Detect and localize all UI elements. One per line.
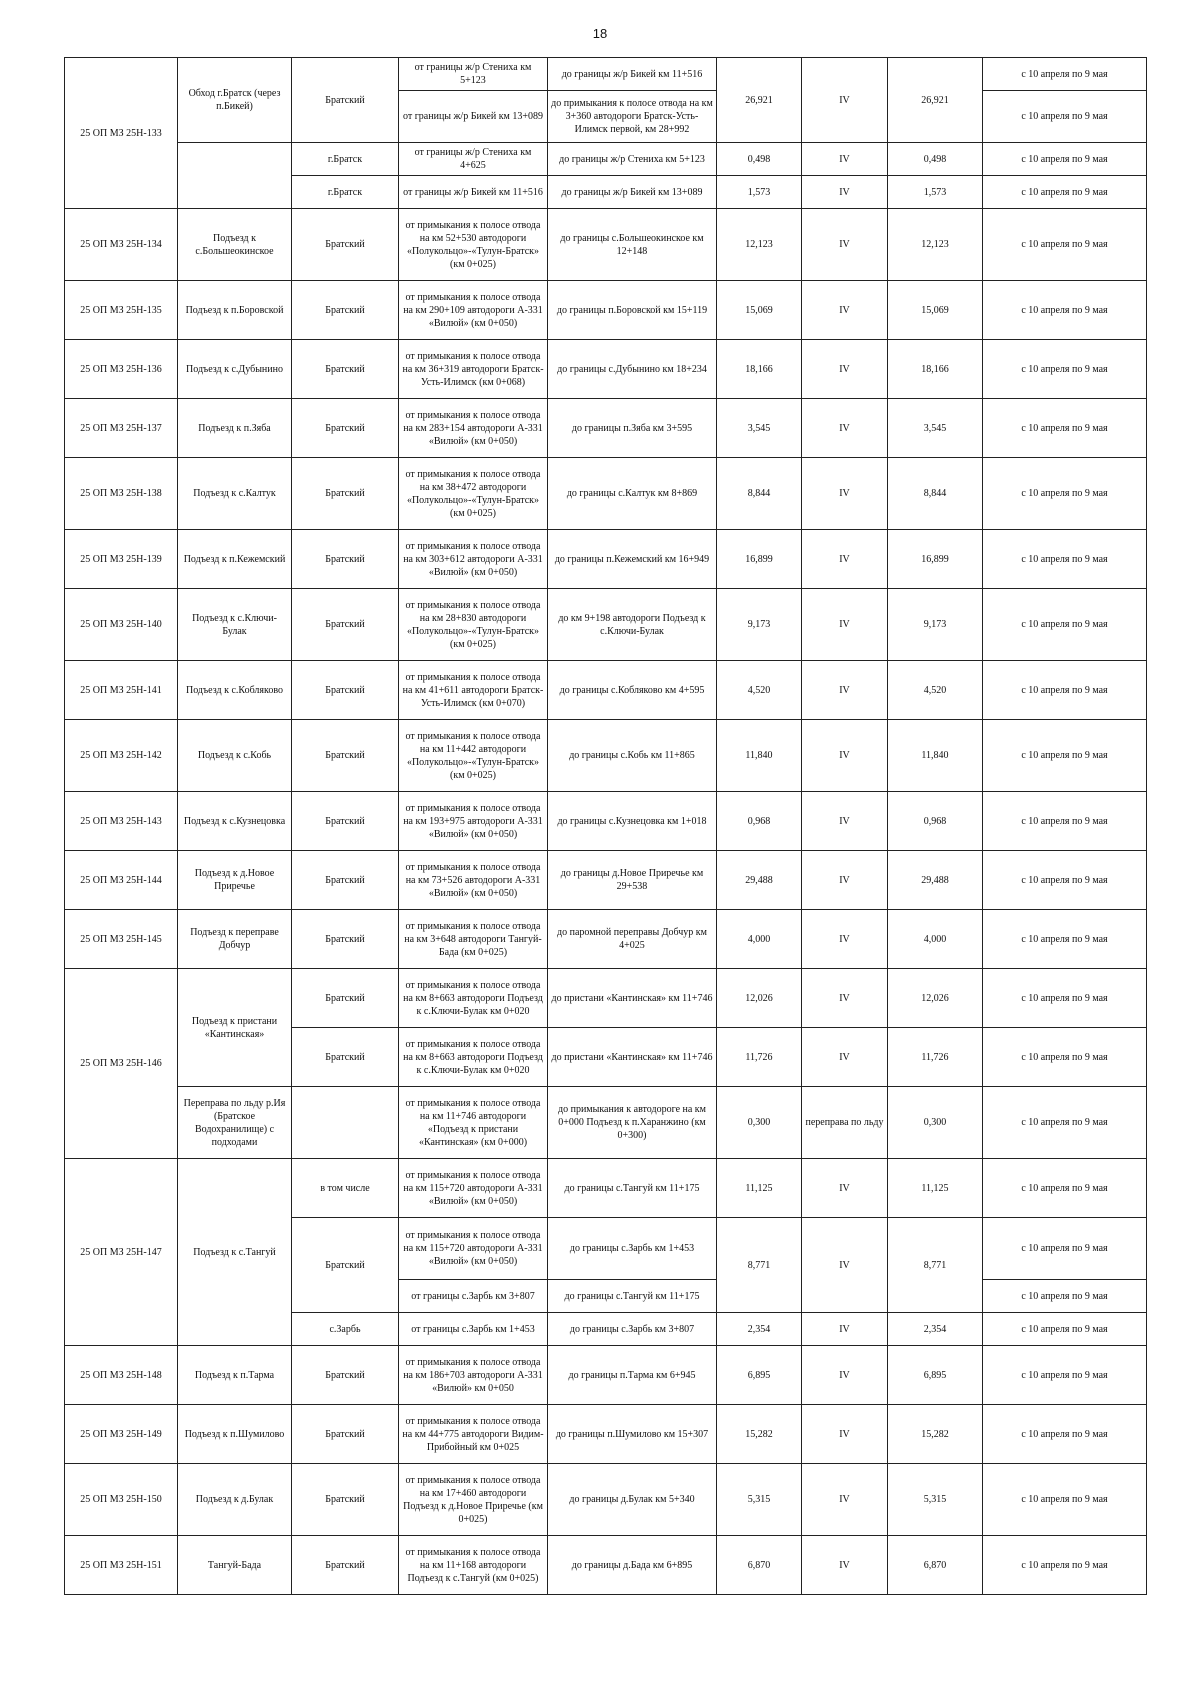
road-name-cell [178,143,292,209]
district-cell: Братский [292,530,399,589]
length-cell: 1,573 [717,176,802,209]
length-cell: 29,488 [717,851,802,910]
road-id-cell: 25 ОП МЗ 25Н-133 [65,58,178,209]
road-name-cell: Подъезд к с.Дубынино [178,340,292,399]
table-row [65,720,1147,792]
district-cell: Братский [292,1536,399,1595]
period-cell: с 10 апреля по 9 мая [983,851,1147,910]
length-cell: 0,968 [717,792,802,851]
period-cell: с 10 апреля по 9 мая [983,1346,1147,1405]
district-cell: г.Братск [292,143,399,176]
period-cell: с 10 апреля по 9 мая [983,399,1147,458]
restricted-length-cell: 12,123 [888,209,983,281]
end-cell: до границы п.Шумилово км 15+307 [548,1405,717,1464]
category-cell: IV [802,1464,888,1536]
page-number: 18 [592,26,608,41]
district-cell: в том числе [292,1159,399,1218]
table-row [65,851,1147,910]
period-cell: с 10 апреля по 9 мая [983,1159,1147,1218]
category-cell: IV [802,1159,888,1218]
table-row [65,281,1147,340]
period-cell: с 10 апреля по 9 мая [983,720,1147,792]
end-cell: до границы ж/р Бикей км 11+516 [548,58,717,91]
category-cell: переправа по льду [802,1087,888,1159]
table-row [65,792,1147,851]
start-cell: от примыкания к полосе отвода на км 115+720 автодороги А-331 «Вилюй» (км 0+050) [399,1159,548,1218]
start-cell: от примыкания к полосе отвода на км 303+612 автодороги А-331 «Вилюй» (км 0+050) [399,530,548,589]
end-cell: до границы ж/р Стениха км 5+123 [548,143,717,176]
period-cell: с 10 апреля по 9 мая [983,458,1147,530]
road-id-cell: 25 ОП МЗ 25Н-150 [65,1464,178,1536]
restricted-length-cell: 4,520 [888,661,983,720]
start-cell: от примыкания к полосе отвода на км 38+472 автодороги «Полукольцо»-«Тулун-Братск» (км 0+025) [399,458,548,530]
restricted-length-cell: 4,000 [888,910,983,969]
period-cell: с 10 апреля по 9 мая [983,58,1147,91]
table-row [65,1536,1147,1595]
start-cell: от примыкания к полосе отвода на км 52+530 автодороги «Полукольцо»-«Тулун-Братск» (км 0+025) [399,209,548,281]
period-cell: с 10 апреля по 9 мая [983,91,1147,143]
end-cell: до паромной переправы Добчур км 4+025 [548,910,717,969]
district-cell: Братский [292,910,399,969]
road-name-cell: Подъезд к с.Калтук [178,458,292,530]
period-cell: с 10 апреля по 9 мая [983,1405,1147,1464]
category-cell: IV [802,969,888,1028]
table-row [65,143,1147,176]
start-cell: от примыкания к полосе отвода на км 11+168 автодороги Подъезд к с.Тангуй (км 0+025) [399,1536,548,1595]
length-cell: 12,026 [717,969,802,1028]
road-id-cell: 25 ОП МЗ 25Н-136 [65,340,178,399]
end-cell: до границы с.Кузнецовка км 1+018 [548,792,717,851]
category-cell: IV [802,458,888,530]
road-name-cell: Обход г.Братск (через п.Бикей) [178,58,292,143]
table-row [65,661,1147,720]
restricted-length-cell: 9,173 [888,589,983,661]
period-cell: с 10 апреля по 9 мая [983,1218,1147,1280]
length-cell: 4,520 [717,661,802,720]
period-cell: с 10 апреля по 9 мая [983,530,1147,589]
category-cell: IV [802,792,888,851]
district-cell: Братский [292,58,399,143]
district-cell: Братский [292,851,399,910]
start-cell: от границы с.Зарбь км 3+807 [399,1280,548,1313]
period-cell: с 10 апреля по 9 мая [983,969,1147,1028]
end-cell: до границы с.Зарбь км 1+453 [548,1218,717,1280]
district-cell: Братский [292,589,399,661]
restricted-length-cell: 0,498 [888,143,983,176]
end-cell: до границы с.Тангуй км 11+175 [548,1280,717,1313]
start-cell: от примыкания к полосе отвода на км 8+663 автодороги Подъезд к с.Ключи-Булак км 0+020 [399,1028,548,1087]
district-cell: Братский [292,969,399,1028]
period-cell: с 10 апреля по 9 мая [983,1464,1147,1536]
end-cell: до границы ж/р Бикей км 13+089 [548,176,717,209]
road-name-cell: Переправа по льду р.Ия (Братское Водохранилище) с подходами [178,1087,292,1159]
category-cell: IV [802,851,888,910]
length-cell: 15,069 [717,281,802,340]
restricted-length-cell: 11,840 [888,720,983,792]
category-cell: IV [802,176,888,209]
restricted-length-cell: 11,125 [888,1159,983,1218]
category-cell: IV [802,1536,888,1595]
district-cell: Братский [292,1218,399,1313]
restricted-length-cell: 15,069 [888,281,983,340]
length-cell: 26,921 [717,58,802,143]
district-cell [292,1087,399,1159]
road-id-cell: 25 ОП МЗ 25Н-141 [65,661,178,720]
category-cell: IV [802,281,888,340]
start-cell: от примыкания к полосе отвода на км 186+703 автодороги А-331 «Вилюй» км 0+050 [399,1346,548,1405]
road-id-cell: 25 ОП МЗ 25Н-151 [65,1536,178,1595]
start-cell: от границы ж/р Бикей км 11+516 [399,176,548,209]
period-cell: с 10 апреля по 9 мая [983,1028,1147,1087]
start-cell: от границы ж/р Стениха км 4+625 [399,143,548,176]
period-cell: с 10 апреля по 9 мая [983,1536,1147,1595]
district-cell: Братский [292,458,399,530]
table-row [65,530,1147,589]
end-cell: до пристани «Кантинская» км 11+746 [548,969,717,1028]
category-cell: IV [802,340,888,399]
road-id-cell: 25 ОП МЗ 25Н-149 [65,1405,178,1464]
road-id-cell: 25 ОП МЗ 25Н-134 [65,209,178,281]
length-cell: 6,870 [717,1536,802,1595]
period-cell: с 10 апреля по 9 мая [983,1280,1147,1313]
restricted-length-cell: 0,968 [888,792,983,851]
start-cell: от примыкания к полосе отвода на км 115+720 автодороги А-331 «Вилюй» (км 0+050) [399,1218,548,1280]
end-cell: до границы д.Бада км 6+895 [548,1536,717,1595]
road-name-cell: Подъезд к с.Большеокинское [178,209,292,281]
district-cell: Братский [292,720,399,792]
length-cell: 2,354 [717,1313,802,1346]
category-cell: IV [802,1346,888,1405]
period-cell: с 10 апреля по 9 мая [983,176,1147,209]
road-name-cell: Подъезд к с.Ключи-Булак [178,589,292,661]
period-cell: с 10 апреля по 9 мая [983,792,1147,851]
road-name-cell: Подъезд к с.Кузнецовка [178,792,292,851]
road-id-cell: 25 ОП МЗ 25Н-140 [65,589,178,661]
restricted-length-cell: 29,488 [888,851,983,910]
table-row [65,1464,1147,1536]
length-cell: 11,840 [717,720,802,792]
restricted-length-cell: 6,895 [888,1346,983,1405]
length-cell: 0,300 [717,1087,802,1159]
table-row [65,340,1147,399]
category-cell: IV [802,399,888,458]
length-cell: 6,895 [717,1346,802,1405]
table-row [65,458,1147,530]
district-cell: Братский [292,1346,399,1405]
period-cell: с 10 апреля по 9 мая [983,589,1147,661]
length-cell: 4,000 [717,910,802,969]
end-cell: до границы п.Зяба км 3+595 [548,399,717,458]
start-cell: от примыкания к полосе отвода на км 36+319 автодороги Братск-Усть-Илимск (км 0+068) [399,340,548,399]
start-cell: от границы ж/р Стениха км 5+123 [399,58,548,91]
length-cell: 9,173 [717,589,802,661]
end-cell: до границы д.Новое Приречье км 29+538 [548,851,717,910]
end-cell: до км 9+198 автодороги Подъезд к с.Ключи-Булак [548,589,717,661]
road-id-cell: 25 ОП МЗ 25Н-147 [65,1159,178,1346]
road-id-cell: 25 ОП МЗ 25Н-143 [65,792,178,851]
roads-table [64,57,1147,1595]
table-row [65,1346,1147,1405]
end-cell: до границы с.Тангуй км 11+175 [548,1159,717,1218]
period-cell: с 10 апреля по 9 мая [983,281,1147,340]
road-name-cell: Подъезд к д.Булак [178,1464,292,1536]
category-cell: IV [802,58,888,143]
district-cell: Братский [292,281,399,340]
road-id-cell: 25 ОП МЗ 25Н-137 [65,399,178,458]
restricted-length-cell: 18,166 [888,340,983,399]
restricted-length-cell: 0,300 [888,1087,983,1159]
road-id-cell: 25 ОП МЗ 25Н-148 [65,1346,178,1405]
start-cell: от примыкания к полосе отвода на км 193+975 автодороги А-331 «Вилюй» (км 0+050) [399,792,548,851]
category-cell: IV [802,1313,888,1346]
table-row [65,209,1147,281]
table-row [65,589,1147,661]
length-cell: 11,726 [717,1028,802,1087]
table-row [65,969,1147,1028]
restricted-length-cell: 3,545 [888,399,983,458]
start-cell: от примыкания к полосе отвода на км 283+154 автодороги А-331 «Вилюй» (км 0+050) [399,399,548,458]
restricted-length-cell: 11,726 [888,1028,983,1087]
district-cell: Братский [292,1028,399,1087]
period-cell: с 10 апреля по 9 мая [983,1313,1147,1346]
road-id-cell: 25 ОП МЗ 25Н-146 [65,969,178,1159]
road-name-cell: Подъезд к с.Кобляково [178,661,292,720]
start-cell: от примыкания к полосе отвода на км 8+663 автодороги Подъезд к с.Ключи-Булак км 0+020 [399,969,548,1028]
district-cell: Братский [292,399,399,458]
restricted-length-cell: 5,315 [888,1464,983,1536]
district-cell: Братский [292,209,399,281]
road-name-cell: Подъезд к п.Боровской [178,281,292,340]
table-row [65,1405,1147,1464]
road-name-cell: Подъезд к с.Кобь [178,720,292,792]
start-cell: от примыкания к полосе отвода на км 3+648 автодороги Тангуй-Бада (км 0+025) [399,910,548,969]
start-cell: от примыкания к полосе отвода на км 44+775 автодороги Видим-Прибойный км 0+025 [399,1405,548,1464]
period-cell: с 10 апреля по 9 мая [983,910,1147,969]
district-cell: с.Зарбь [292,1313,399,1346]
table-row [65,1159,1147,1218]
category-cell: IV [802,720,888,792]
district-cell: Братский [292,340,399,399]
road-name-cell: Подъезд к п.Шумилово [178,1405,292,1464]
road-name-cell: Подъезд к п.Кежемский [178,530,292,589]
end-cell: до границы с.Кобь км 11+865 [548,720,717,792]
category-cell: IV [802,910,888,969]
category-cell: IV [802,143,888,176]
table-row [65,399,1147,458]
end-cell: до границы п.Тарма км 6+945 [548,1346,717,1405]
district-cell: Братский [292,1464,399,1536]
end-cell: до границы с.Большеокинское км 12+148 [548,209,717,281]
end-cell: до границы п.Боровской км 15+119 [548,281,717,340]
start-cell: от примыкания к полосе отвода на км 11+442 автодороги «Полукольцо»-«Тулун-Братск» (км 0+025) [399,720,548,792]
district-cell: Братский [292,1405,399,1464]
start-cell: от примыкания к полосе отвода на км 17+460 автодороги Подъезд к д.Новое Приречье (км 0+025) [399,1464,548,1536]
end-cell: до границы с.Зарбь км 3+807 [548,1313,717,1346]
restricted-length-cell: 2,354 [888,1313,983,1346]
restricted-length-cell: 15,282 [888,1405,983,1464]
length-cell: 8,771 [717,1218,802,1313]
road-name-cell: Подъезд к д.Новое Приречье [178,851,292,910]
length-cell: 18,166 [717,340,802,399]
road-id-cell: 25 ОП МЗ 25Н-135 [65,281,178,340]
road-name-cell: Подъезд к п.Тарма [178,1346,292,1405]
restricted-length-cell: 8,844 [888,458,983,530]
length-cell: 0,498 [717,143,802,176]
restricted-length-cell: 6,870 [888,1536,983,1595]
start-cell: от примыкания к полосе отвода на км 41+611 автодороги Братск-Усть-Илимск (км 0+070) [399,661,548,720]
end-cell: до границы п.Кежемский км 16+949 [548,530,717,589]
road-name-cell: Подъезд к переправе Добчур [178,910,292,969]
start-cell: от примыкания к полосе отвода на км 73+526 автодороги А-331 «Вилюй» (км 0+050) [399,851,548,910]
table-row [65,910,1147,969]
category-cell: IV [802,1405,888,1464]
restricted-length-cell: 1,573 [888,176,983,209]
start-cell: от примыкания к полосе отвода на км 11+746 автодороги «Подъезд к пристани «Кантинская» (км 0+000) [399,1087,548,1159]
restricted-length-cell: 16,899 [888,530,983,589]
road-id-cell: 25 ОП МЗ 25Н-139 [65,530,178,589]
period-cell: с 10 апреля по 9 мая [983,143,1147,176]
district-cell: г.Братск [292,176,399,209]
road-id-cell: 25 ОП МЗ 25Н-145 [65,910,178,969]
road-name-cell: Подъезд к с.Тангуй [178,1159,292,1346]
category-cell: IV [802,1218,888,1313]
end-cell: до примыкания к автодороге на км 0+000 Подъезд к п.Харанжино (км 0+300) [548,1087,717,1159]
road-id-cell: 25 ОП МЗ 25Н-144 [65,851,178,910]
end-cell: до границы д.Булак км 5+340 [548,1464,717,1536]
end-cell: до примыкания к полосе отвода на км 3+360 автодороги Братск-Усть-Илимск первой, км 28+992 [548,91,717,143]
length-cell: 12,123 [717,209,802,281]
road-name-cell: Подъезд к пристани «Кантинская» [178,969,292,1087]
category-cell: IV [802,589,888,661]
table-row [65,58,1147,91]
category-cell: IV [802,209,888,281]
period-cell: с 10 апреля по 9 мая [983,209,1147,281]
end-cell: до границы с.Дубынино км 18+234 [548,340,717,399]
period-cell: с 10 апреля по 9 мая [983,661,1147,720]
length-cell: 8,844 [717,458,802,530]
road-id-cell: 25 ОП МЗ 25Н-138 [65,458,178,530]
road-id-cell: 25 ОП МЗ 25Н-142 [65,720,178,792]
period-cell: с 10 апреля по 9 мая [983,340,1147,399]
category-cell: IV [802,530,888,589]
category-cell: IV [802,661,888,720]
start-cell: от границы с.Зарбь км 1+453 [399,1313,548,1346]
start-cell: от границы ж/р Бикей км 13+089 [399,91,548,143]
road-name-cell: Подъезд к п.Зяба [178,399,292,458]
length-cell: 11,125 [717,1159,802,1218]
restricted-length-cell: 8,771 [888,1218,983,1313]
length-cell: 5,315 [717,1464,802,1536]
restricted-length-cell: 26,921 [888,58,983,143]
period-cell: с 10 апреля по 9 мая [983,1087,1147,1159]
district-cell: Братский [292,792,399,851]
district-cell: Братский [292,661,399,720]
table-row [65,1087,1147,1159]
end-cell: до границы с.Кобляково км 4+595 [548,661,717,720]
start-cell: от примыкания к полосе отвода на км 28+830 автодороги «Полукольцо»-«Тулун-Братск» (км 0+025) [399,589,548,661]
restricted-length-cell: 12,026 [888,969,983,1028]
category-cell: IV [802,1028,888,1087]
road-name-cell: Тангуй-Бада [178,1536,292,1595]
length-cell: 15,282 [717,1405,802,1464]
end-cell: до пристани «Кантинская» км 11+746 [548,1028,717,1087]
length-cell: 16,899 [717,530,802,589]
start-cell: от примыкания к полосе отвода на км 290+109 автодороги А-331 «Вилюй» (км 0+050) [399,281,548,340]
length-cell: 3,545 [717,399,802,458]
end-cell: до границы с.Калтук км 8+869 [548,458,717,530]
